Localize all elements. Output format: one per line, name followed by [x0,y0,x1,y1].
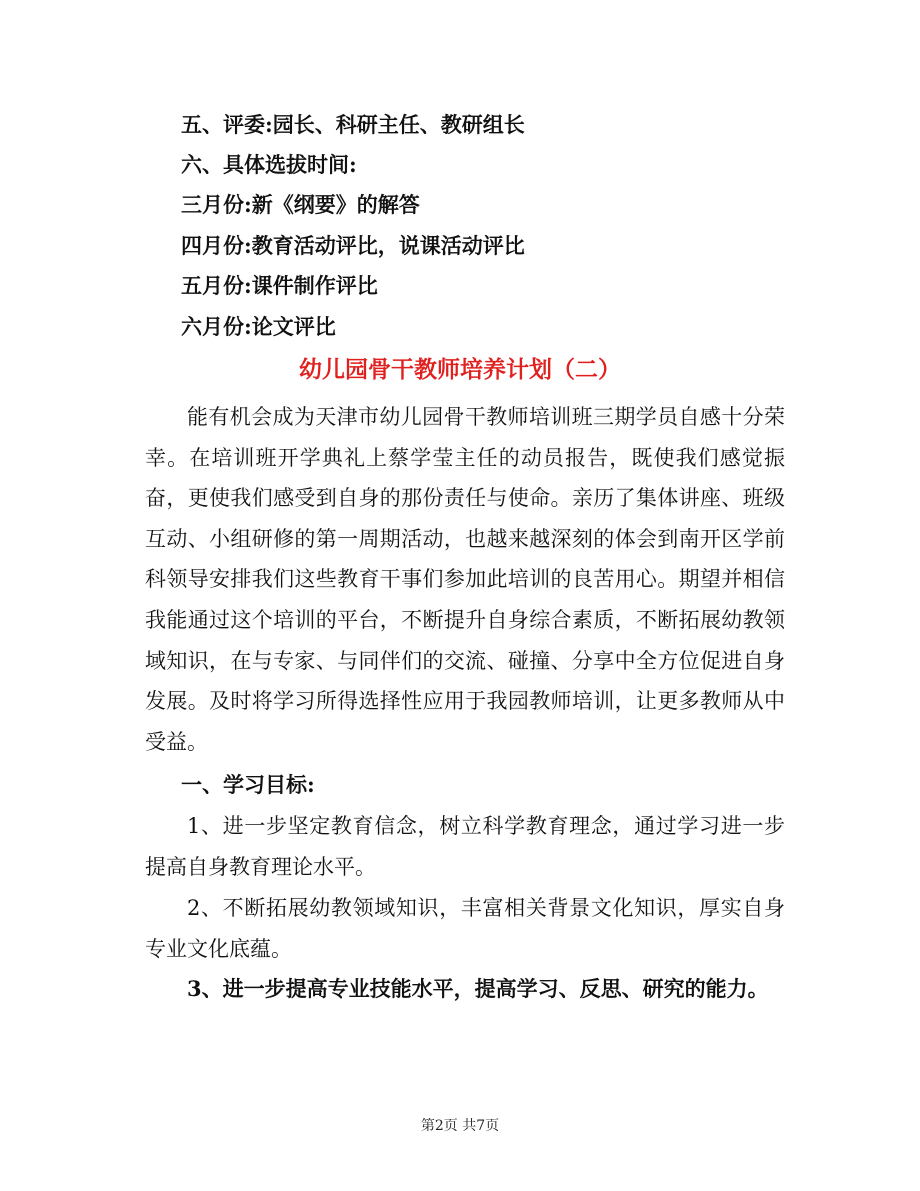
list-item-may: 五月份:课件制作评比 [181,273,378,298]
list-item-schedule-heading: 六、具体选拔时间: [181,152,357,177]
list-item-april: 四月份:教育活动评比，说课活动评比 [181,233,525,258]
goal-item-1: 1、进一步坚定教育信念，树立科学教育理念，通过学习进一步提高自身教育理论水平。 [145,814,785,879]
section-heading: 一、学习目标: [181,772,315,797]
goal-item-2: 2、不断拓展幼教领域知识，丰富相关背景文化知识，厚实自身专业文化底蕴。 [145,896,785,961]
list-item-june: 六月份:论文评比 [181,314,336,339]
list-item-march: 三月份:新《纲要》的解答 [181,192,420,217]
intro-paragraph: 能有机会成为天津市幼儿园骨干教师培训班三期学员自感十分荣幸。在培训班开学典礼上蔡学莹主任的动员报告，既使我们感觉振奋，更使我们感受到自身的那份责任与使命。亲历了集体讲座、班级互动、小组研修的第一周期活动，也越来越深刻的体会到南开区学前科领导安排我们这些教育干事们参加此培训的良苦用心。期望并相信我能通过这个培训的平台，不断提升自身综合素质，不断拓展幼教领域知识，在与专家、与同伴们的交流、碰撞、分享中全方位促进自身发展。及时将学习所得选择性应用于我园教师培训，让更多教师从中受益。 [145,405,785,754]
goal-item-3: 3、进一步提高专业技能水平，提高学习、反思、研究的能力。 [187,976,769,1001]
page-footer: 第2页 共7页 [420,1118,500,1134]
document-title: 幼儿园骨干教师培养计划（二） [299,356,621,383]
list-item-judges: 五、评委:园长、科研主任、教研组长 [181,112,525,137]
